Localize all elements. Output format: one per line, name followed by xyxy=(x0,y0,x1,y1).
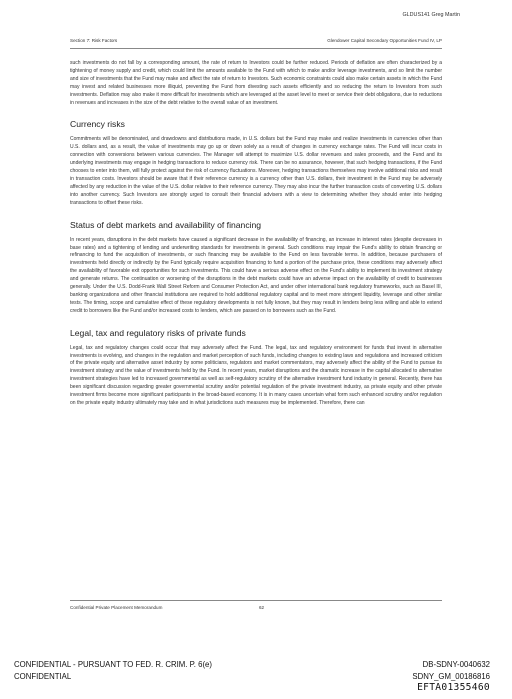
section-heading-currency: Currency risks xyxy=(70,119,125,130)
section-text-legal-tax: Legal, tax and regulatory changes could occur that may adversely affect the Fund. The legal, tax and regulatory environment for funds that invest in alternative investments is evolving, and changes in the regulation and market perception of such funds, including changes to existing laws and regulations and increased criticism of the private equity and alternative asset industry by some politicians, regulators and market commentators, may adversely affect the ability of the Fund to pursue its investment strategy and the value of investments held by the Fund. In recent years, market disruptions and the dramatic increase in the capital allocated to alternative investment strategies have led to increased governmental as well as self-regulatory scrutiny of the alternative investment fund industry in general. Recently, there has been significant discussion regarding greater governmental scrutiny and/or potential regulation of the private investment industry, as private equity and other private investment firms become more significant participants in the broad-based economy. It is in many cases uncertain what form such enhanced scrutiny and/or regulation on the private equity industry ultimately may take and in what jurisdictions such measures may be implemented. Therefore, there can xyxy=(70,344,442,406)
document-body xyxy=(70,60,442,408)
footer-label: Confidential Private Placement Memorandum xyxy=(70,605,163,610)
bates-number-sdny: SDNY_GM_00186816 xyxy=(412,672,490,681)
section-heading-debt-markets: Status of debt markets and availability of financing xyxy=(70,219,262,230)
section-heading-legal-tax: Legal, tax and regulatory risks of private funds xyxy=(70,327,246,338)
section-text-currency: Commitments will be denominated, and drawdowns and distributions made, in U.S. dollars but the Fund may make and realize investments in currencies other than U.S. dollars and, as a result, the value of investments may go up or down solely as a result of changes in currency exchange rates. The Fund will incur costs in connection with conversions between various currencies. The Manager will attempt to maximize U.S. dollar revenues and sales proceeds, and the Fund and its underlying investments may engage in hedging transactions to reduce currency risk. There can be no assurance, however, that such hedging transactions, if the Fund chooses to enter into them, will fully protect against the risk of currency fluctuations. Moreover, hedging transactions themselves may involve additional risks and result in transaction costs. Investors should be aware that if their reference currency is a currency other than U.S. dollars, their investment in the Fund may be adversely affected by any reduction in the value of the U.S. dollar relative to their reference currency. They may also incur the further transaction costs of converting U.S. dollars into another currency. Such Investors are strongly urged to consult their financial advisers with a view to determining whether they should enter into hedging transactions to offset these risks. xyxy=(70,136,442,206)
header-divider xyxy=(70,48,442,49)
confidential-notice: CONFIDENTIAL - PURSUANT TO FED. R. CRIM. P. 6(e) xyxy=(14,660,212,669)
page-number: 62 xyxy=(259,605,265,610)
intro-paragraph: such investments do not fall by a corresponding amount, the rate of return to Investors could be further reduced. Periods of deflation are often characterized by a tightening of money supply and credit, which could limit the amounts available to the Fund with which to make and/or leverage investments, and so limit the number and size of investments that the Fund may make and affect the rate of return to Investors. Such economic constraints could also make certain assets in which the Fund may invest and related businesses more illiquid, preventing the Fund from divesting such assets efficiently and so reducing the return to Investors from such investments. Deflation may also make it more difficult for investments which are leveraged at the asset level to meet or service their debt obligations, due to reductions in revenues and increases in the size of the debt relative to the overall value of an investment. xyxy=(70,60,442,106)
reviewer-label: GLDUS141 Greg Martin xyxy=(402,12,460,18)
bates-number-efta: EFTA01355460 xyxy=(417,682,490,693)
header-fund-name: Glendower Capital Secondary Opportunities Fund IV, LP xyxy=(327,38,442,43)
section-text-debt-markets: In recent years, disruptions in the debt markets have caused a significant decrease in the availability of financing, an increase in interest rates (despite decreases in base rates) and a tightening of lending and underwriting standards for investments in general. Such conditions may impair the Fund's ability to obtain financing or refinancing to fund the acquisition of investments, or such financing may be available to the Fund on less favorable terms. In addition, because purchasers of investments held directly or indirectly by the Fund typically require acquisition financing to fund a portion of the purchase price, these conditions may adversely affect the availability of favorable exit opportunities for such investments. This could have a serious adverse effect on the Fund's ability to implement its investment strategy and generate returns. The continuation or worsening of the disruptions in the debt markets could have an adverse impact on the availability of credit to businesses generally. Under the U.S. Dodd-Frank Wall Street Reform and Consumer Protection Act, and under other international bank regulatory frameworks, such as Basel III, banking organizations and other financial institutions are required to hold additional regulatory capital and to meet more stringent liquidity, leverage and other similar tests. The timing, scope and cumulative effect of these regulatory developments is not fully known, but they may result in lenders being less willing and able to extend credit to borrowers like the Fund and/or increased costs to lenders, which are passed on to borrowers such as the Fund. xyxy=(70,236,442,314)
confidential-label: CONFIDENTIAL xyxy=(14,672,72,681)
footer-divider xyxy=(70,600,442,601)
bates-number-db: DB-SDNY-0040632 xyxy=(422,660,490,669)
header-section: Section 7: Risk Factors xyxy=(70,38,118,43)
